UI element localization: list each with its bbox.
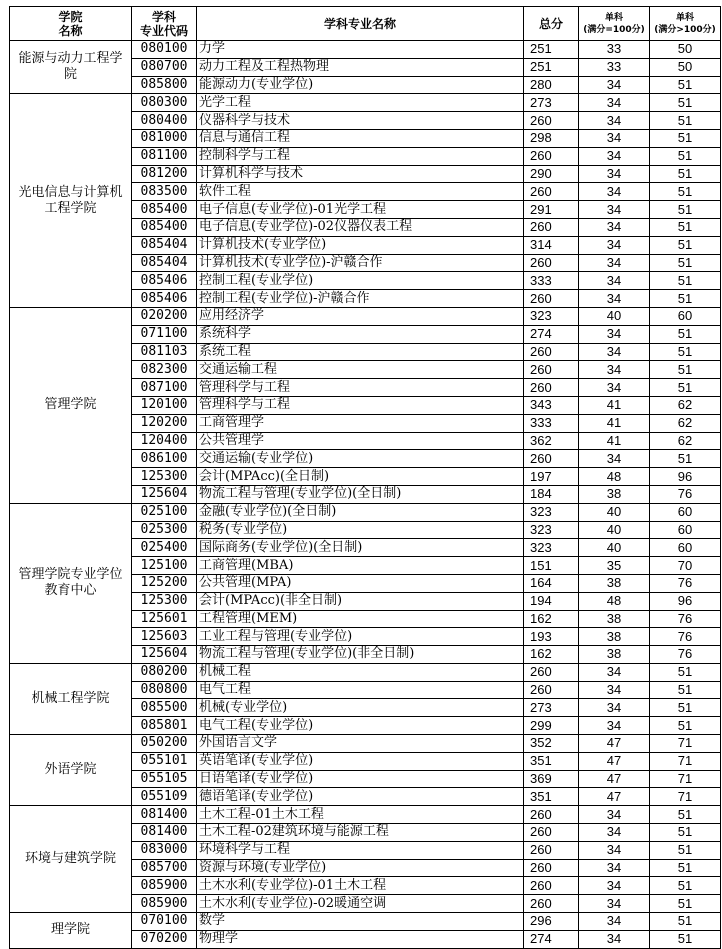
major-name-cell: 会计(MPAcc)(非全日制) [197, 592, 524, 610]
major-name-cell: 电气工程(专业学位) [197, 717, 524, 735]
major-name-cell: 电子信息(专业学位)-01光学工程 [197, 201, 524, 219]
major-name-cell: 工程管理(MEM) [197, 610, 524, 628]
single-score-over-100-cell: 51 [650, 379, 721, 397]
header-code-label: 学科 专业代码 [139, 9, 188, 38]
table-row [10, 735, 721, 753]
major-name-cell: 会计(MPAcc)(全日制) [197, 468, 524, 486]
total-score-cell: 260 [524, 841, 579, 859]
major-name-cell: 国际商务(专业学位)(全日制) [197, 539, 524, 557]
major-code-cell: 081100 [132, 147, 197, 165]
total-score-cell: 151 [524, 557, 579, 575]
total-score-cell: 274 [524, 325, 579, 343]
total-score-cell: 193 [524, 628, 579, 646]
single-score-over-100-cell: 51 [650, 165, 721, 183]
single-score-100-cell: 40 [579, 307, 650, 325]
single-score-over-100-cell: 51 [650, 913, 721, 931]
header-single-100 [579, 7, 650, 41]
major-code-cell: 055109 [132, 788, 197, 806]
table-row [10, 913, 721, 931]
single-score-100-cell: 34 [579, 94, 650, 112]
major-name-cell: 系统工程 [197, 343, 524, 361]
major-name-cell: 英语笔译(专业学位) [197, 752, 524, 770]
single-score-over-100-cell: 50 [650, 58, 721, 76]
college-cell: 光电信息与计算机工程学院 [10, 94, 132, 308]
single-score-over-100-cell: 51 [650, 895, 721, 913]
single-score-over-100-cell: 62 [650, 414, 721, 432]
total-score-cell: 343 [524, 396, 579, 414]
major-name-cell: 德语笔译(专业学位) [197, 788, 524, 806]
major-code-cell: 125603 [132, 628, 197, 646]
major-code-cell: 085700 [132, 859, 197, 877]
header-name [197, 7, 524, 41]
total-score-cell: 260 [524, 343, 579, 361]
single-score-100-cell: 48 [579, 468, 650, 486]
major-code-cell: 050200 [132, 735, 197, 753]
total-score-cell: 290 [524, 165, 579, 183]
total-score-cell: 351 [524, 752, 579, 770]
total-score-cell: 251 [524, 41, 579, 59]
major-name-cell: 控制工程(专业学位)-沪赣合作 [197, 290, 524, 308]
major-name-cell: 管理科学与工程 [197, 396, 524, 414]
major-code-cell: 082300 [132, 361, 197, 379]
table-row [10, 41, 721, 59]
major-code-cell: 070100 [132, 913, 197, 931]
major-code-cell: 125300 [132, 592, 197, 610]
single-score-100-cell: 34 [579, 183, 650, 201]
total-score-cell: 369 [524, 770, 579, 788]
total-score-cell: 194 [524, 592, 579, 610]
total-score-cell: 323 [524, 307, 579, 325]
table-body [10, 41, 721, 949]
table-row [10, 307, 721, 325]
single-score-100-cell: 41 [579, 414, 650, 432]
major-code-cell: 080700 [132, 58, 197, 76]
single-score-over-100-cell: 71 [650, 735, 721, 753]
single-score-over-100-cell: 51 [650, 930, 721, 948]
total-score-cell: 323 [524, 521, 579, 539]
college-cell: 机械工程学院 [10, 663, 132, 734]
total-score-cell: 184 [524, 485, 579, 503]
single-score-100-cell: 34 [579, 147, 650, 165]
single-score-100-cell: 34 [579, 824, 650, 842]
total-score-cell: 260 [524, 877, 579, 895]
single-score-over-100-cell: 51 [650, 325, 721, 343]
single-score-over-100-cell: 51 [650, 129, 721, 147]
single-score-over-100-cell: 51 [650, 806, 721, 824]
major-name-cell: 土木工程-02建筑环境与能源工程 [197, 824, 524, 842]
total-score-cell: 164 [524, 574, 579, 592]
major-name-cell: 系统科学 [197, 325, 524, 343]
header-total-label: 总分 [538, 16, 563, 31]
total-score-cell: 260 [524, 663, 579, 681]
header-name-label: 学科专业名称 [323, 16, 396, 31]
major-name-cell: 金融(专业学位)(全日制) [197, 503, 524, 521]
major-name-cell: 能源动力(专业学位) [197, 76, 524, 94]
total-score-cell: 260 [524, 147, 579, 165]
single-score-over-100-cell: 51 [650, 877, 721, 895]
total-score-cell: 273 [524, 94, 579, 112]
major-name-cell: 土木水利(专业学位)-01土木工程 [197, 877, 524, 895]
major-name-cell: 信息与通信工程 [197, 129, 524, 147]
single-score-100-cell: 40 [579, 503, 650, 521]
major-code-cell: 085500 [132, 699, 197, 717]
single-score-over-100-cell: 51 [650, 361, 721, 379]
single-score-100-cell: 34 [579, 129, 650, 147]
total-score-cell: 162 [524, 610, 579, 628]
single-score-over-100-cell: 51 [650, 94, 721, 112]
single-score-100-cell: 47 [579, 735, 650, 753]
major-name-cell: 机械(专业学位) [197, 699, 524, 717]
total-score-cell: 273 [524, 699, 579, 717]
single-score-over-100-cell: 96 [650, 592, 721, 610]
header-single-over-100 [650, 7, 721, 41]
major-code-cell: 085800 [132, 76, 197, 94]
college-cell: 外语学院 [10, 735, 132, 806]
major-name-cell: 交通运输工程 [197, 361, 524, 379]
major-name-cell: 计算机技术(专业学位)-沪赣合作 [197, 254, 524, 272]
major-name-cell: 土木水利(专业学位)-02暖通空调 [197, 895, 524, 913]
single-score-100-cell: 34 [579, 343, 650, 361]
college-cell: 能源与动力工程学院 [10, 41, 132, 94]
header-code [132, 7, 197, 41]
major-code-cell: 025300 [132, 521, 197, 539]
single-score-over-100-cell: 60 [650, 503, 721, 521]
single-score-over-100-cell: 51 [650, 841, 721, 859]
header-college [10, 7, 132, 41]
single-score-over-100-cell: 76 [650, 485, 721, 503]
total-score-cell: 274 [524, 930, 579, 948]
total-score-cell: 352 [524, 735, 579, 753]
single-score-over-100-cell: 76 [650, 628, 721, 646]
single-score-100-cell: 41 [579, 396, 650, 414]
single-score-100-cell: 40 [579, 521, 650, 539]
single-score-over-100-cell: 96 [650, 468, 721, 486]
single-score-over-100-cell: 60 [650, 539, 721, 557]
single-score-over-100-cell: 51 [650, 699, 721, 717]
single-score-over-100-cell: 60 [650, 307, 721, 325]
major-name-cell: 税务(专业学位) [197, 521, 524, 539]
single-score-100-cell: 34 [579, 325, 650, 343]
single-score-100-cell: 34 [579, 717, 650, 735]
major-name-cell: 机械工程 [197, 663, 524, 681]
single-score-over-100-cell: 76 [650, 574, 721, 592]
major-code-cell: 081103 [132, 343, 197, 361]
single-score-100-cell: 34 [579, 841, 650, 859]
major-name-cell: 外国语言文学 [197, 735, 524, 753]
college-cell: 管理学院专业学位教育中心 [10, 503, 132, 663]
major-name-cell: 日语笔译(专业学位) [197, 770, 524, 788]
major-name-cell: 仪器科学与技术 [197, 112, 524, 130]
major-code-cell: 085900 [132, 877, 197, 895]
major-name-cell: 动力工程及工程热物理 [197, 58, 524, 76]
single-score-100-cell: 47 [579, 770, 650, 788]
single-score-over-100-cell: 51 [650, 112, 721, 130]
major-name-cell: 公共管理学 [197, 432, 524, 450]
single-score-100-cell: 34 [579, 76, 650, 94]
single-score-100-cell: 38 [579, 574, 650, 592]
single-score-100-cell: 34 [579, 663, 650, 681]
total-score-cell: 333 [524, 414, 579, 432]
header-college-label: 学院 名称 [58, 9, 83, 38]
major-code-cell: 055105 [132, 770, 197, 788]
college-cell: 管理学院 [10, 307, 132, 503]
total-score-cell: 260 [524, 450, 579, 468]
single-score-100-cell: 35 [579, 557, 650, 575]
major-name-cell: 控制科学与工程 [197, 147, 524, 165]
major-name-cell: 电子信息(专业学位)-02仪器仪表工程 [197, 218, 524, 236]
major-code-cell: 080300 [132, 94, 197, 112]
major-name-cell: 应用经济学 [197, 307, 524, 325]
major-code-cell: 120200 [132, 414, 197, 432]
major-code-cell: 055101 [132, 752, 197, 770]
major-name-cell: 工商管理(MBA) [197, 557, 524, 575]
single-score-100-cell: 34 [579, 699, 650, 717]
single-score-100-cell: 34 [579, 236, 650, 254]
total-score-cell: 280 [524, 76, 579, 94]
single-score-over-100-cell: 76 [650, 646, 721, 664]
total-score-cell: 260 [524, 681, 579, 699]
total-score-cell: 323 [524, 539, 579, 557]
single-score-over-100-cell: 51 [650, 859, 721, 877]
single-score-100-cell: 40 [579, 539, 650, 557]
single-score-100-cell: 34 [579, 450, 650, 468]
total-score-cell: 296 [524, 913, 579, 931]
total-score-cell: 260 [524, 859, 579, 877]
header-single-100-label: 单科 (满分=100分) [583, 12, 645, 35]
table-row [10, 503, 721, 521]
single-score-100-cell: 47 [579, 752, 650, 770]
major-name-cell: 物流工程与管理(专业学位)(全日制) [197, 485, 524, 503]
major-name-cell: 软件工程 [197, 183, 524, 201]
major-code-cell: 085400 [132, 218, 197, 236]
major-code-cell: 125300 [132, 468, 197, 486]
single-score-100-cell: 34 [579, 218, 650, 236]
single-score-100-cell: 34 [579, 361, 650, 379]
single-score-100-cell: 34 [579, 895, 650, 913]
major-code-cell: 085404 [132, 236, 197, 254]
major-code-cell: 120400 [132, 432, 197, 450]
single-score-100-cell: 34 [579, 859, 650, 877]
major-code-cell: 120100 [132, 396, 197, 414]
table-row [10, 663, 721, 681]
single-score-over-100-cell: 51 [650, 236, 721, 254]
single-score-over-100-cell: 71 [650, 752, 721, 770]
major-code-cell: 085404 [132, 254, 197, 272]
major-code-cell: 083000 [132, 841, 197, 859]
single-score-over-100-cell: 51 [650, 201, 721, 219]
single-score-over-100-cell: 51 [650, 183, 721, 201]
single-score-100-cell: 34 [579, 290, 650, 308]
single-score-over-100-cell: 71 [650, 770, 721, 788]
single-score-100-cell: 34 [579, 913, 650, 931]
major-code-cell: 020200 [132, 307, 197, 325]
major-code-cell: 085406 [132, 272, 197, 290]
college-cell: 理学院 [10, 913, 132, 949]
single-score-100-cell: 34 [579, 877, 650, 895]
major-code-cell: 085900 [132, 895, 197, 913]
total-score-cell: 260 [524, 290, 579, 308]
total-score-cell: 333 [524, 272, 579, 290]
single-score-100-cell: 34 [579, 165, 650, 183]
total-score-cell: 251 [524, 58, 579, 76]
single-score-over-100-cell: 51 [650, 343, 721, 361]
major-code-cell: 081200 [132, 165, 197, 183]
single-score-over-100-cell: 51 [650, 450, 721, 468]
major-name-cell: 计算机科学与技术 [197, 165, 524, 183]
major-code-cell: 125100 [132, 557, 197, 575]
single-score-over-100-cell: 70 [650, 557, 721, 575]
header-row [10, 7, 721, 41]
major-name-cell: 资源与环境(专业学位) [197, 859, 524, 877]
major-code-cell: 081400 [132, 806, 197, 824]
single-score-100-cell: 33 [579, 41, 650, 59]
major-name-cell: 环境科学与工程 [197, 841, 524, 859]
single-score-100-cell: 38 [579, 610, 650, 628]
single-score-100-cell: 48 [579, 592, 650, 610]
total-score-cell: 299 [524, 717, 579, 735]
single-score-over-100-cell: 51 [650, 254, 721, 272]
college-cell: 环境与建筑学院 [10, 806, 132, 913]
single-score-over-100-cell: 51 [650, 290, 721, 308]
single-score-over-100-cell: 50 [650, 41, 721, 59]
major-code-cell: 081000 [132, 129, 197, 147]
single-score-100-cell: 34 [579, 254, 650, 272]
single-score-100-cell: 34 [579, 379, 650, 397]
total-score-cell: 291 [524, 201, 579, 219]
total-score-cell: 362 [524, 432, 579, 450]
single-score-100-cell: 47 [579, 788, 650, 806]
major-code-cell: 125604 [132, 646, 197, 664]
total-score-cell: 298 [524, 129, 579, 147]
major-code-cell: 125200 [132, 574, 197, 592]
header-single-over-100-label: 单科 (满分>100分) [654, 12, 716, 35]
major-name-cell: 光学工程 [197, 94, 524, 112]
table-row [10, 94, 721, 112]
major-name-cell: 物理学 [197, 930, 524, 948]
single-score-100-cell: 33 [579, 58, 650, 76]
single-score-100-cell: 34 [579, 930, 650, 948]
total-score-cell: 260 [524, 183, 579, 201]
total-score-cell: 260 [524, 379, 579, 397]
single-score-over-100-cell: 51 [650, 824, 721, 842]
major-name-cell: 管理科学与工程 [197, 379, 524, 397]
single-score-over-100-cell: 51 [650, 663, 721, 681]
total-score-cell: 260 [524, 361, 579, 379]
major-name-cell: 物流工程与管理(专业学位)(非全日制) [197, 646, 524, 664]
major-code-cell: 080200 [132, 663, 197, 681]
major-code-cell: 025400 [132, 539, 197, 557]
single-score-100-cell: 38 [579, 485, 650, 503]
major-code-cell: 071100 [132, 325, 197, 343]
total-score-cell: 260 [524, 218, 579, 236]
major-name-cell: 工商管理学 [197, 414, 524, 432]
major-code-cell: 083500 [132, 183, 197, 201]
single-score-over-100-cell: 76 [650, 610, 721, 628]
single-score-over-100-cell: 51 [650, 147, 721, 165]
total-score-cell: 197 [524, 468, 579, 486]
major-name-cell: 交通运输(专业学位) [197, 450, 524, 468]
major-name-cell: 控制工程(专业学位) [197, 272, 524, 290]
total-score-cell: 260 [524, 806, 579, 824]
major-code-cell: 080800 [132, 681, 197, 699]
total-score-cell: 314 [524, 236, 579, 254]
single-score-100-cell: 41 [579, 432, 650, 450]
major-code-cell: 025100 [132, 503, 197, 521]
single-score-over-100-cell: 62 [650, 432, 721, 450]
single-score-100-cell: 34 [579, 201, 650, 219]
major-code-cell: 085801 [132, 717, 197, 735]
major-code-cell: 086100 [132, 450, 197, 468]
table-row [10, 806, 721, 824]
single-score-over-100-cell: 51 [650, 717, 721, 735]
single-score-over-100-cell: 51 [650, 76, 721, 94]
single-score-over-100-cell: 71 [650, 788, 721, 806]
major-code-cell: 080400 [132, 112, 197, 130]
single-score-over-100-cell: 60 [650, 521, 721, 539]
major-name-cell: 公共管理(MPA) [197, 574, 524, 592]
major-code-cell: 085406 [132, 290, 197, 308]
single-score-100-cell: 34 [579, 112, 650, 130]
single-score-100-cell: 34 [579, 681, 650, 699]
total-score-cell: 323 [524, 503, 579, 521]
major-code-cell: 125601 [132, 610, 197, 628]
single-score-100-cell: 34 [579, 806, 650, 824]
single-score-over-100-cell: 62 [650, 396, 721, 414]
major-name-cell: 工业工程与管理(专业学位) [197, 628, 524, 646]
total-score-cell: 162 [524, 646, 579, 664]
major-code-cell: 070200 [132, 930, 197, 948]
major-code-cell: 080100 [132, 41, 197, 59]
single-score-100-cell: 38 [579, 628, 650, 646]
major-name-cell: 数学 [197, 913, 524, 931]
single-score-100-cell: 34 [579, 272, 650, 290]
total-score-cell: 351 [524, 788, 579, 806]
major-name-cell: 力学 [197, 41, 524, 59]
score-table [9, 6, 721, 949]
total-score-cell: 260 [524, 895, 579, 913]
single-score-over-100-cell: 51 [650, 272, 721, 290]
total-score-cell: 260 [524, 112, 579, 130]
single-score-over-100-cell: 51 [650, 681, 721, 699]
major-code-cell: 081400 [132, 824, 197, 842]
major-name-cell: 电气工程 [197, 681, 524, 699]
major-name-cell: 计算机技术(专业学位) [197, 236, 524, 254]
major-code-cell: 085400 [132, 201, 197, 219]
total-score-cell: 260 [524, 824, 579, 842]
single-score-100-cell: 38 [579, 646, 650, 664]
major-code-cell: 125604 [132, 485, 197, 503]
major-name-cell: 土木工程-01土木工程 [197, 806, 524, 824]
total-score-cell: 260 [524, 254, 579, 272]
single-score-over-100-cell: 51 [650, 218, 721, 236]
header-total [524, 7, 579, 41]
major-code-cell: 087100 [132, 379, 197, 397]
